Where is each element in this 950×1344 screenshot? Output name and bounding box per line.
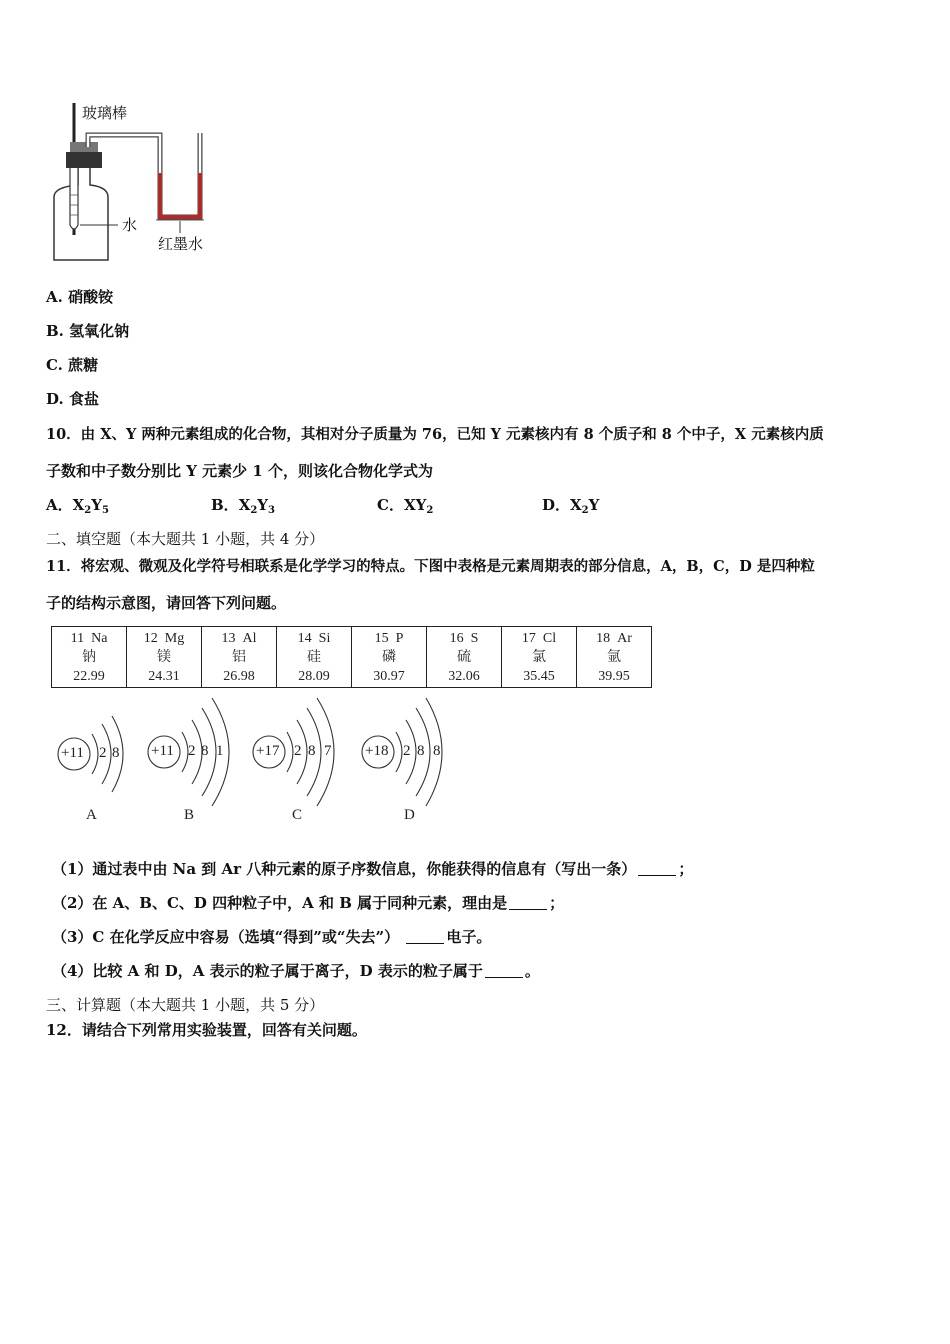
q12-text: 12．请结合下列常用实验装置，回答有关问题。: [46, 1021, 367, 1039]
element-cell: 12 Mg 镁 24.31: [127, 627, 202, 688]
q9-option-d: D. 食盐: [46, 390, 99, 408]
particle-c-shell-1: [287, 732, 293, 772]
q9-option-b: B. 氢氧化钠: [46, 322, 130, 340]
particle-c-electron-3: 7: [324, 743, 332, 759]
periodic-table: [51, 626, 652, 688]
q11-line1: 11．将宏观、微观及化学符号相联系是化学学习的特点。下图中表格是元素周期表的部分信息，A，B，C，D 是四种粒: [46, 558, 815, 575]
element-cell: 14 Si 硅 28.09: [277, 627, 352, 688]
element-cell: 18 Ar 氩 39.95: [577, 627, 652, 688]
water-label: 水: [122, 216, 138, 234]
particle-diagrams: [40, 690, 460, 835]
element-cell: 16 S 硫 32.06: [427, 627, 502, 688]
particle-c-label: C: [292, 807, 303, 823]
answer-blank-1[interactable]: [638, 861, 676, 876]
element-cell: 11 Na 钠 22.99: [52, 627, 127, 688]
answer-blank-4[interactable]: [485, 963, 523, 978]
particle-d-electron-2: 8: [417, 743, 425, 759]
particle-b-charge: +11: [151, 743, 174, 759]
particle-a-shell-1: [92, 734, 98, 774]
particle-d-label: D: [404, 807, 415, 823]
q11-line2: 子的结构示意图，请回答下列问题。: [46, 594, 287, 612]
stopper-top: [70, 142, 98, 152]
q9-option-c: C. 蔗糖: [46, 356, 99, 374]
section2-heading: 二、填空题（本大题共 1 小题，共 4 分）: [46, 530, 325, 548]
q11-sub3: （3）C 在化学反应中容易（选填“得到”或“失去”） 电子。: [52, 928, 492, 946]
particle-a-label: A: [86, 807, 97, 823]
q11-sub1: （1）通过表中由 Na 到 Ar 八种元素的原子序数信息，你能获得的信息有（写出一条） ；: [52, 860, 694, 878]
q10-line2: 子数和中子数分别比 Y 元素少 1 个，则该化合物化学式为: [46, 462, 434, 480]
q10-option-a: A．$X_2Y_5$: [46, 496, 109, 516]
q10-option-b: B．$X_2Y_3$: [211, 496, 275, 516]
particle-d-electron-1: 2: [403, 743, 411, 759]
particle-a-electron-2: 8: [112, 745, 120, 761]
particle-a-charge: +11: [61, 745, 84, 761]
stopper: [66, 152, 102, 168]
bottle: [54, 153, 108, 260]
q10-option-d: D．$X_2Y$: [542, 496, 600, 516]
particle-b-electron-3: 1: [216, 743, 224, 759]
q11-sub2: （2）在 A、B、C、D 四种粒子中，A 和 B 属于同种元素，理由是 ；: [52, 894, 565, 912]
particle-b-label: B: [184, 807, 195, 823]
particle-d-charge: +18: [365, 743, 389, 759]
red-ink: [160, 173, 200, 217]
q11-sub4: （4）比较 A 和 D，A 表示的粒子属于离子，D 表示的粒子属于 。: [52, 962, 540, 980]
test-tube: [70, 168, 78, 229]
particle-d-electron-3: 8: [433, 743, 441, 759]
particle-a-electron-1: 2: [99, 745, 107, 761]
particle-c-electron-1: 2: [294, 743, 302, 759]
element-cell: 15 P 磷 30.97: [352, 627, 427, 688]
element-cell: 13 Al 铝 26.98: [202, 627, 277, 688]
ink-label: 红墨水: [158, 235, 204, 253]
particle-c-electron-2: 8: [308, 743, 316, 759]
element-cell: 17 Cl 氯 35.45: [502, 627, 577, 688]
particle-c-charge: +17: [256, 743, 280, 759]
rod-label: 玻璃棒: [82, 104, 128, 122]
answer-blank-2[interactable]: [509, 895, 547, 910]
q10-option-c: C．$XY_2$: [377, 496, 434, 516]
answer-blank-3[interactable]: [406, 929, 444, 944]
q10-line1: 10．由 X、Y 两种元素组成的化合物，其相对分子质量为 76，已知 Y 元素核内有 8 个质子和 8 个中子，X 元素核内质: [46, 426, 824, 443]
section3-heading: 三、计算题（本大题共 1 小题，共 5 分）: [46, 996, 325, 1014]
particle-b-electron-1: 2: [188, 743, 196, 759]
q9-option-a: A. 硝酸铵: [46, 288, 114, 306]
particle-d-shell-1: [396, 732, 402, 772]
particle-b-electron-2: 8: [201, 743, 209, 759]
